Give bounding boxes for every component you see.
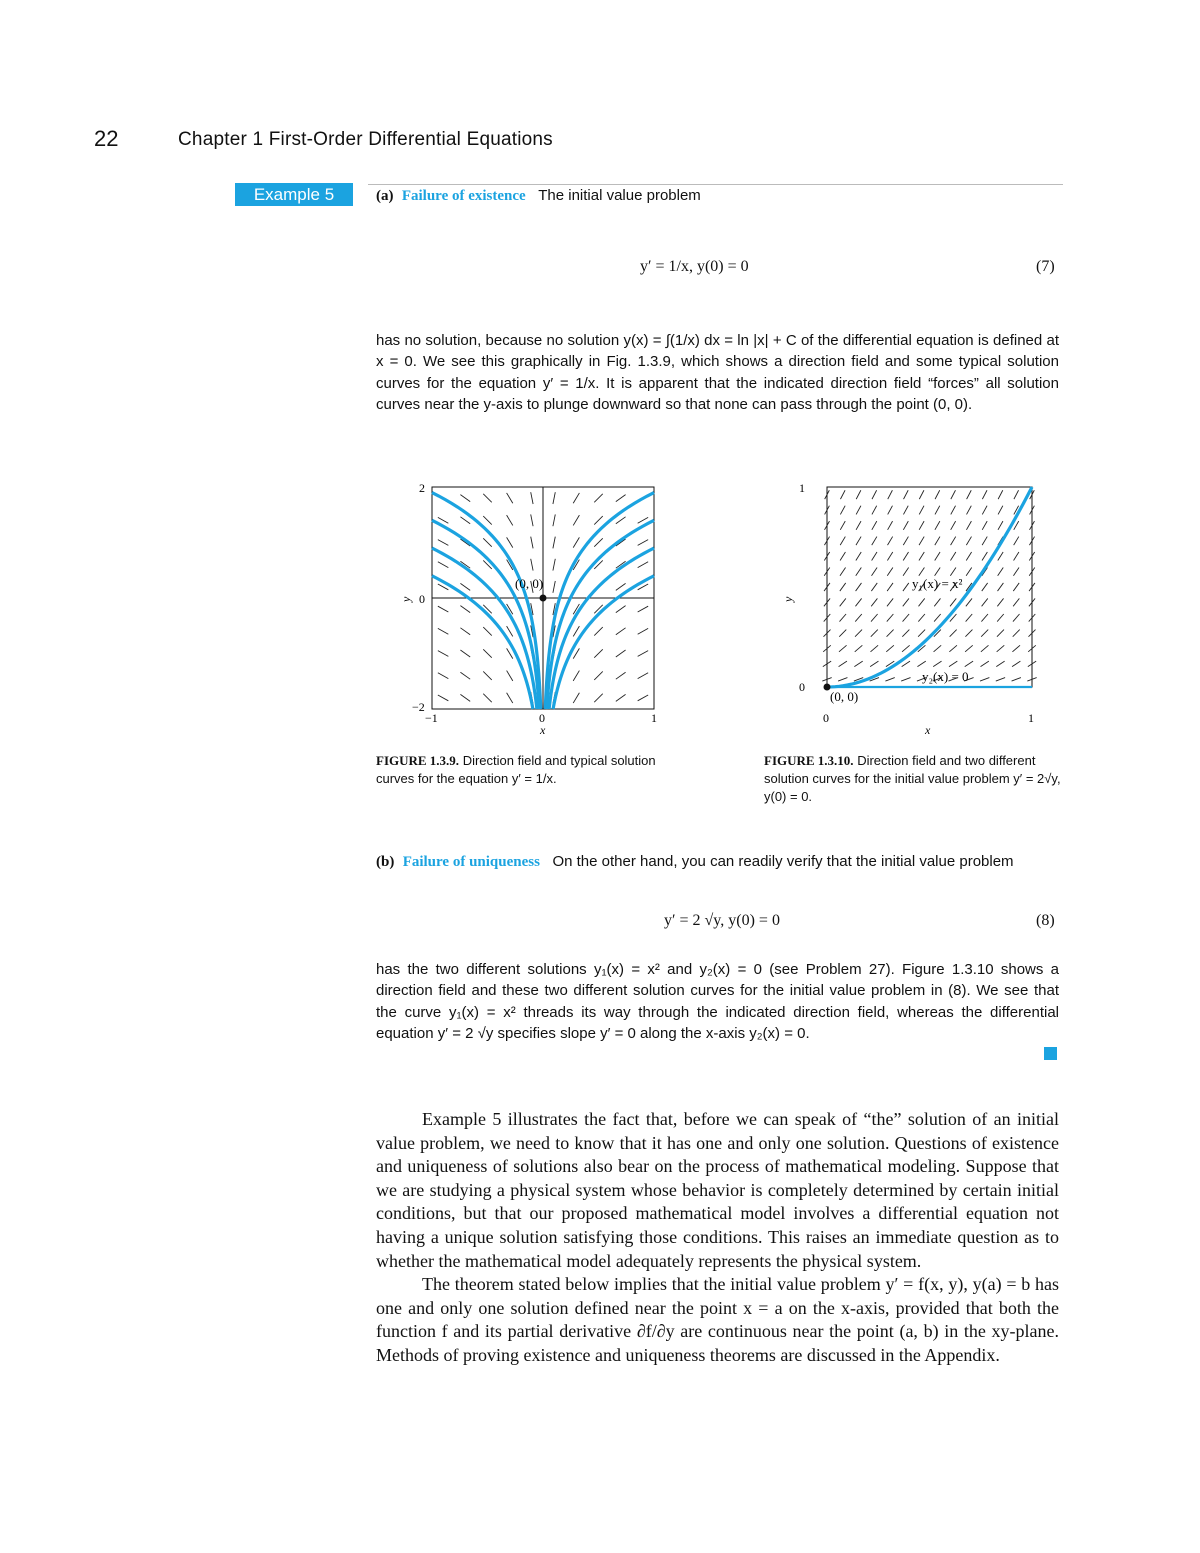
end-of-example-marker (1044, 1047, 1057, 1060)
field-segment (949, 661, 957, 667)
field-segment (638, 562, 648, 568)
fig1310-curve1-label: y₁(x) = x² (912, 576, 963, 591)
field-segment (638, 673, 648, 679)
field-segment (573, 493, 579, 503)
field-segment (966, 537, 971, 546)
field-segment (507, 493, 513, 503)
field-segment (840, 537, 845, 546)
field-segment (887, 630, 894, 637)
field-segment (919, 567, 925, 575)
part-a-intro: The initial value problem (538, 187, 701, 204)
field-segment (839, 630, 846, 637)
fig1310-ytick-bottom: 0 (799, 680, 805, 694)
field-segment (998, 567, 1004, 575)
field-segment (1013, 598, 1019, 606)
field-segment (1012, 678, 1021, 682)
part-b-intro: On the other hand, you can readily verify that the initial value problem (552, 853, 1014, 870)
fig139-point-label: (0, 0) (515, 576, 544, 591)
field-segment (573, 626, 579, 636)
field-segment (887, 552, 892, 560)
field-segment (1013, 583, 1019, 591)
figure-1-3-9 (395, 475, 665, 735)
field-segment (638, 628, 648, 634)
field-segment (460, 495, 470, 502)
field-segment (856, 567, 862, 575)
field-segment (950, 567, 956, 575)
field-segment (934, 645, 942, 652)
field-segment (996, 661, 1004, 667)
fig139-ytick-mid: 0 (419, 592, 425, 606)
figure-1-3-10 (775, 475, 1045, 735)
field-segment (998, 521, 1003, 530)
part-a-heading (376, 185, 1066, 207)
field-segment (483, 671, 491, 679)
fig1310-curve2-label: y₂(x) = 0 (922, 669, 969, 684)
field-segment (594, 516, 602, 524)
field-segment (871, 598, 877, 606)
field-segment (902, 645, 910, 652)
field-segment (573, 648, 579, 658)
field-segment (616, 672, 626, 679)
field-segment (919, 537, 924, 546)
equation-8-number: (8) (1036, 912, 1055, 929)
field-segment (573, 671, 579, 681)
field-segment (951, 537, 956, 546)
field-segment (1014, 490, 1019, 499)
closing-paragraph-2: The theorem stated below implies that the initial value problem y′ = f(x, y), y(a) = b has one and only one solution defined near the point x = a on the x-axis, provided that both the function f and its partial derivative ∂f/∂y are continuous near the point (a, b) in the xy-plane. Methods of proving existence and uniqueness theorems are discussed in the Appendix. (376, 1274, 1059, 1365)
closing-text (376, 1108, 1059, 1368)
part-a-label: (a) (376, 188, 394, 204)
field-segment (616, 495, 626, 502)
fig139-ytick-top: 2 (419, 481, 425, 495)
field-segment (872, 490, 877, 499)
field-segment (483, 516, 491, 524)
solution-curve-7 (432, 576, 533, 709)
field-segment (553, 492, 555, 504)
fig139-caption-text: Direction field and typical solution curves for the equation y′ = 1/x. (376, 753, 656, 786)
fig1310-xlabel: x (925, 723, 931, 735)
fig139-ylabel: y (399, 596, 413, 602)
fig1310-ylabel: y (781, 596, 795, 602)
fig1310-point-label: (0, 0) (830, 689, 859, 704)
field-segment (438, 540, 448, 546)
field-segment (917, 661, 925, 667)
running-head: Chapter 1 First-Order Differential Equations (178, 129, 553, 150)
field-segment (854, 661, 862, 667)
field-segment (460, 517, 470, 524)
field-segment (996, 678, 1005, 682)
field-segment (438, 651, 448, 657)
field-segment (856, 552, 861, 560)
part-a-title: Failure of existence (401, 188, 526, 204)
field-segment (870, 661, 878, 667)
field-segment (885, 678, 894, 682)
field-segment (950, 552, 955, 560)
field-segment (573, 537, 579, 547)
field-segment (460, 628, 470, 635)
paragraph-a: has no solution, because no solution y(x) = ∫(1/x) dx = ln |x| + C of the differential equation is defined at x = 0. We see this graphically in Fig. 1.3.9, which shows a direction field and some typical solution curves for the equation y′ = 1/x. It is apparent that the indicated direction field “forces” all solution curves near the y-axis to plunge downward so that none can pass through the point (0, 0). (376, 332, 1059, 414)
field-segment (531, 492, 533, 504)
field-segment (918, 614, 925, 622)
page-number: 22 (94, 126, 119, 151)
fig139-ytick-bottom: −2 (412, 700, 425, 714)
field-segment (1012, 661, 1020, 667)
field-segment (901, 678, 910, 682)
field-segment (967, 490, 972, 499)
fig139-caption-label: FIGURE 1.3.9. (376, 753, 460, 768)
field-segment (981, 614, 988, 622)
fig1310-caption-text: Direction field and two different solution curves for the initial value problem y′ = 2√y, y(0) = 0. (764, 753, 1061, 804)
field-segment (935, 537, 940, 546)
field-segment (438, 517, 448, 523)
field-segment (840, 552, 845, 560)
field-segment (553, 537, 555, 549)
field-segment (483, 649, 491, 657)
field-segment (903, 552, 908, 560)
field-segment (531, 559, 533, 571)
field-segment (872, 567, 878, 575)
field-segment (594, 671, 602, 679)
field-segment (507, 693, 513, 703)
field-segment (840, 567, 846, 575)
field-segment (855, 630, 862, 637)
field-segment (903, 537, 908, 546)
field-segment (573, 693, 579, 703)
field-segment (616, 650, 626, 657)
field-segment (840, 521, 845, 530)
field-segment (951, 490, 956, 499)
field-segment (888, 490, 893, 499)
field-segment (616, 606, 626, 613)
field-segment (982, 598, 988, 606)
field-segment (855, 645, 863, 652)
equation-7-number: (7) (1036, 258, 1055, 275)
field-segment (531, 514, 533, 526)
field-segment (483, 538, 491, 546)
field-segment (950, 598, 956, 606)
field-segment (998, 583, 1004, 591)
field-segment (982, 490, 987, 499)
field-segment (919, 490, 924, 499)
field-segment (594, 649, 602, 657)
field-segment (950, 630, 957, 637)
field-segment (438, 562, 448, 568)
field-segment (904, 490, 909, 499)
field-segment (949, 645, 957, 652)
field-segment (919, 521, 924, 530)
field-segment (997, 598, 1003, 606)
field-segment (438, 628, 448, 634)
field-segment (594, 494, 602, 502)
figure-1-3-9-caption (376, 752, 676, 788)
field-segment (840, 598, 846, 606)
field-segment (553, 514, 555, 526)
field-segment (981, 661, 989, 667)
field-segment (966, 552, 971, 560)
equation-8: y′ = 2 √y, y(0) = 0 (664, 912, 780, 929)
field-segment (902, 661, 910, 667)
field-segment (460, 650, 470, 657)
field-segment (1014, 552, 1019, 560)
field-segment (965, 630, 972, 637)
field-segment (616, 628, 626, 635)
field-segment (638, 651, 648, 657)
solution-curve-3 (553, 576, 654, 709)
field-segment (967, 506, 972, 515)
field-segment (887, 598, 893, 606)
field-segment (997, 645, 1005, 652)
field-segment (594, 538, 602, 546)
field-segment (839, 645, 847, 652)
field-segment (507, 515, 513, 525)
field-segment (998, 506, 1003, 515)
field-segment (483, 627, 491, 635)
field-segment (982, 521, 987, 530)
field-segment (887, 567, 893, 575)
field-segment (460, 583, 470, 590)
field-segment (1013, 614, 1020, 622)
field-segment (483, 494, 491, 502)
field-segment (638, 540, 648, 546)
equation-7: y′ = 1/x, y(0) = 0 (640, 258, 749, 275)
field-segment (903, 567, 909, 575)
field-segment (856, 583, 862, 591)
fig1310-caption-label: FIGURE 1.3.10. (764, 753, 854, 768)
field-segment (965, 645, 973, 652)
field-segment (438, 673, 448, 679)
fig1310-xtick-right: 1 (1028, 711, 1034, 725)
field-segment (594, 694, 602, 702)
field-segment (951, 521, 956, 530)
field-segment (507, 626, 513, 636)
field-segment (638, 606, 648, 612)
field-segment (935, 490, 940, 499)
field-segment (871, 583, 877, 591)
field-segment (982, 506, 987, 515)
fig139-origin-point (540, 595, 547, 602)
field-segment (982, 583, 988, 591)
example-tag: Example 5 (235, 183, 353, 206)
field-segment (507, 537, 513, 547)
field-segment (531, 537, 533, 549)
field-segment (638, 517, 648, 523)
field-segment (935, 567, 941, 575)
field-segment (903, 614, 910, 622)
part-b-title: Failure of uniqueness (402, 854, 540, 870)
field-segment (483, 694, 491, 702)
field-segment (886, 645, 894, 652)
field-segment (918, 630, 925, 637)
field-segment (460, 606, 470, 613)
field-segment (616, 583, 626, 590)
field-segment (1014, 537, 1019, 546)
field-segment (438, 695, 448, 701)
field-segment (1012, 645, 1020, 652)
field-segment (460, 672, 470, 679)
field-segment (888, 537, 893, 546)
field-segment (966, 614, 973, 622)
fig139-xtick-right: 1 (651, 711, 657, 725)
field-segment (553, 581, 555, 593)
field-segment (839, 661, 847, 667)
figure-1-3-10-caption (764, 752, 1062, 806)
field-segment (887, 614, 894, 622)
field-segment (840, 490, 845, 499)
field-segment (460, 694, 470, 701)
field-segment (856, 506, 861, 515)
field-segment (933, 661, 941, 667)
closing-paragraph-1: Example 5 illustrates the fact that, before we can speak of “the” solution of an initial value problem, we need to know that it has one and only one solution. Questions of existence and uniqueness of solutions also bear on the process of mathematical modeling. Suppose that we are studying a physical system whose behavior is completely determined by certain initial conditions, but that our proposed mathematical model involves a differential equation not having a unique solution satisfying those conditions. This raises an immediate question as to whether the mathematical model adequately represents the physical system. (376, 1109, 1059, 1271)
field-segment (856, 537, 861, 546)
field-segment (951, 506, 956, 515)
paragraph-b: has the two different solutions y₁(x) = x² and y₂(x) = 0 (see Problem 27). Figure 1.3.10 shows a direction field and these two different solution curves for the initial value problem in (8). We see that the curve y₁(x) = x² threads its way through the indicated direction field, whereas the differential equation y′ = 2 √y specifies slope y′ = 0 along the x-axis y₂(x) = 0. (376, 961, 1059, 1043)
field-segment (998, 552, 1003, 560)
field-segment (594, 627, 602, 635)
field-segment (856, 490, 861, 499)
field-segment (934, 598, 940, 606)
field-segment (888, 506, 893, 515)
fig139-xtick-mid: 0 (539, 711, 545, 725)
field-segment (935, 506, 940, 515)
field-segment (980, 678, 989, 682)
field-segment (855, 614, 862, 622)
field-segment (840, 583, 846, 591)
field-segment (902, 630, 909, 637)
field-segment (998, 490, 1003, 499)
field-segment (903, 598, 909, 606)
field-segment (553, 559, 555, 571)
field-segment (840, 506, 845, 515)
field-segment (616, 517, 626, 524)
part-b-label: (b) (376, 854, 395, 870)
field-segment (903, 506, 908, 515)
field-segment (1013, 567, 1019, 575)
field-segment (887, 583, 893, 591)
field-segment (966, 567, 972, 575)
field-segment (872, 521, 877, 530)
field-segment (966, 598, 972, 606)
field-segment (888, 521, 893, 530)
fig1310-xtick-left: 0 (823, 711, 829, 725)
field-segment (934, 614, 941, 622)
field-segment (507, 671, 513, 681)
field-segment (838, 678, 847, 682)
field-segment (638, 695, 648, 701)
field-segment (871, 645, 879, 652)
field-segment (872, 506, 877, 515)
field-segment (935, 552, 940, 560)
field-segment (855, 598, 861, 606)
field-segment (507, 648, 513, 658)
field-segment (839, 614, 846, 622)
fig139-xlabel: x (540, 723, 546, 735)
field-segment (871, 614, 878, 622)
field-segment (981, 630, 988, 637)
field-segment (965, 661, 973, 667)
part-b-heading (376, 851, 1059, 873)
field-segment (997, 630, 1004, 637)
field-segment (966, 521, 971, 530)
fig139-xtick-left: −1 (425, 711, 438, 725)
field-segment (871, 630, 878, 637)
field-segment (982, 552, 987, 560)
field-segment (872, 537, 877, 546)
field-segment (919, 598, 925, 606)
field-segment (935, 521, 940, 530)
field-segment (616, 694, 626, 701)
fig1310-ytick-top: 1 (799, 481, 805, 495)
field-segment (438, 606, 448, 612)
field-segment (981, 645, 989, 652)
field-segment (919, 506, 924, 515)
field-segment (872, 552, 877, 560)
field-segment (903, 583, 909, 591)
field-segment (997, 614, 1004, 622)
field-segment (1013, 630, 1020, 637)
field-segment (919, 552, 924, 560)
field-segment (856, 521, 861, 530)
field-segment (573, 515, 579, 525)
field-segment (903, 521, 908, 530)
field-segment (982, 537, 987, 546)
